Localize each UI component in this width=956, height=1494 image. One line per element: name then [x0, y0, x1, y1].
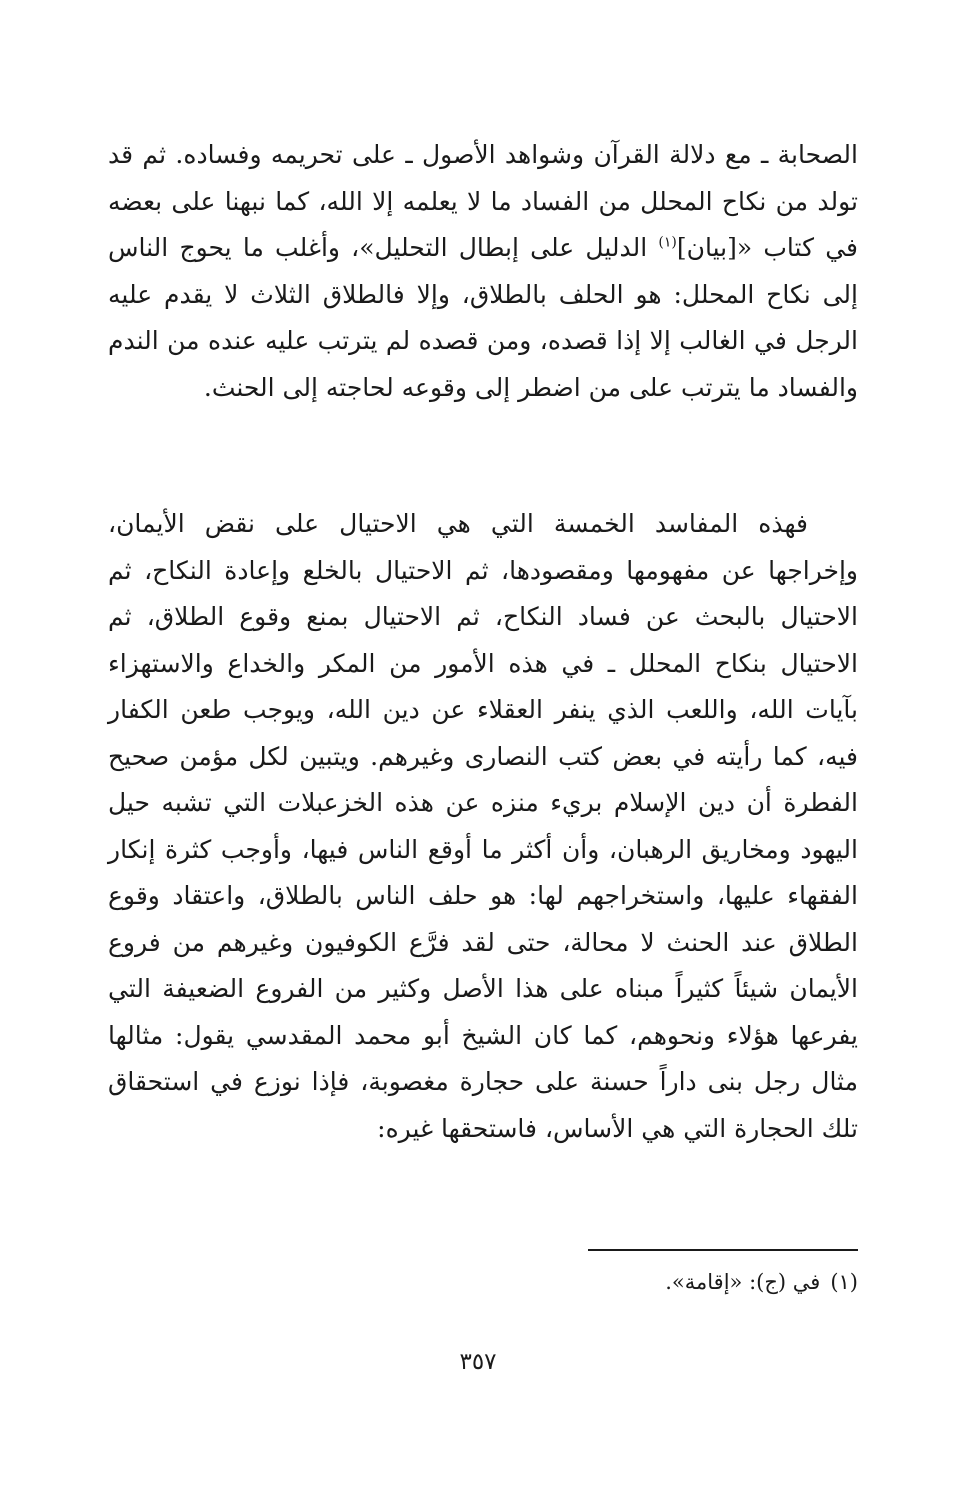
paragraph-2: فهذه المفاسد الخمسة التي هي الاحتيال على نقض الأيمان، وإخراجها عن مفهومها ومقصودها، ثم الاحتيال بالخلع وإعادة النكاح، ثم الاحتيال بالبحث عن فساد النكاح، ثم الاحتيال بمنع وقوع الطلاق، ثم الاحتيال بنكاح المحلل ـ في هذه الأمور من المكر والخداع والاستهزاء بآيات الله، واللعب الذي ينفر العقلاء عن دين الله، ويوجب طعن الكفار فيه، كما رأيته في بعض كتب النصارى وغيرهم. ويتبين لكل مؤمن صحيح الفطرة أن دين الإسلام بريء منزه عن هذه الخزعبلات التي تشبه حيل اليهود ومخاريق الرهبان، وأن أكثر ما أوقع الناس فيها، وأوجب كثرة إنكار الفقهاء عليها، واستخراجهم لها: هو حلف الناس بالطلاق، واعتقاد وقوع الطلاق عند الحنث لا محالة، حتى لقد فرَّع الكوفيون وغيرهم من فروع الأيمان شيئاً كثيراً مبناه على هذا الأصل وكثير من الفروع الضعيفة التي يفرعها هؤلاء ونحوهم، كما كان الشيخ أبو محمد المقدسي يقول: مثالها مثال رجل بنى داراً حسنة على حجارة مغصوبة، فإذا نوزع في استحقاق تلك الحجارة التي هي الأساس، فاستحقها غيره:: [108, 509, 859, 1143]
paragraph-1-text-a: الصحابة ـ مع دلالة القرآن وشواهد الأصول ـ على تحريمه وفساده. ثم قد تولد من نكاح المحلل من الفساد ما لا يعلمه إلا الله، كما نبهنا على بعضه في كتاب «[بيان]: [108, 140, 858, 262]
page-number: ٣٥٧: [459, 1349, 497, 1375]
footnote-text: في (ج): «إقامة».: [665, 1270, 821, 1294]
footnote: [665, 1267, 858, 1297]
footnote-reference: (١): [658, 234, 677, 251]
paragraph-1-text-b: الدليل على إبطال التحليل»، وأغلب ما يحوج الناس إلى نكاح المحلل: هو الحلف بالطلاق، وإلا فالطلاق الثلاث لا يقدم عليه الرجل في الغالب إلا إذا قصده، ومن قصده لم يترتب عليه عنده من الندم والفساد ما يترتب على من اضطر إلى وقوعه لحاجته إلى الحنث.: [108, 233, 859, 402]
footnote-divider: [588, 1249, 858, 1251]
paragraph-1: [108, 132, 858, 411]
footnote-number: (١): [830, 1270, 858, 1294]
